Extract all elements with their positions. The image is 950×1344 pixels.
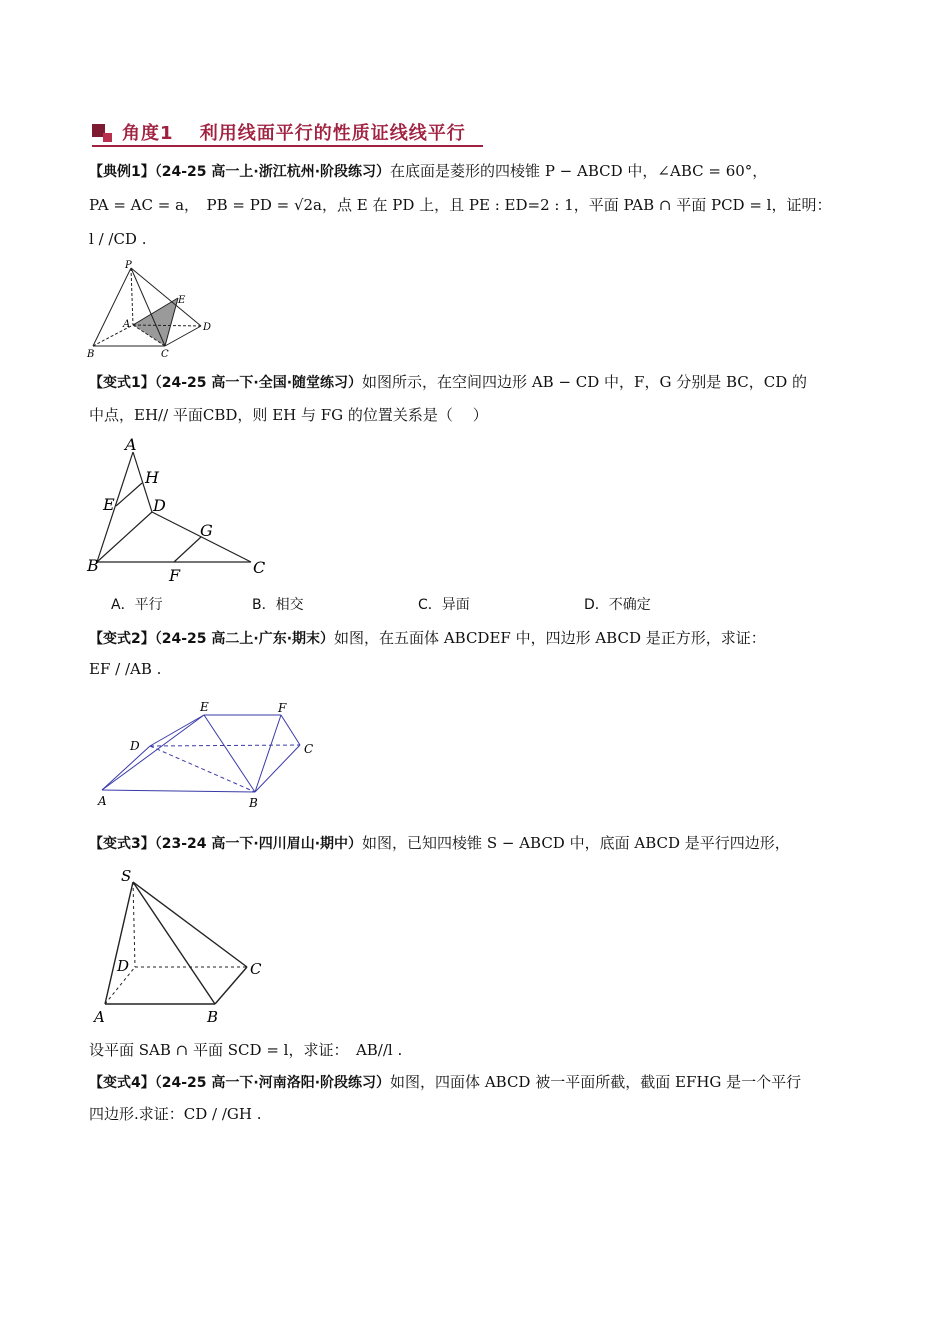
fig3-label-d: D (130, 739, 140, 753)
variant2-line1 (89, 628, 766, 649)
variant1-text1: 如图所示，在空间四边形 AB − CD 中，F，G 分别是 BC，CD 的 (362, 373, 808, 391)
option-c[interactable]: C．异面 (418, 597, 470, 613)
fig2-label-c: C (253, 558, 266, 577)
fig1-label-e: E (178, 295, 186, 306)
variant1-line2: 中点，EH// 平面CBD，则 EH 与 FG 的位置关系是（ ） (89, 406, 488, 424)
fig3-label-e: E (200, 700, 209, 714)
fig4-label-d: D (117, 957, 130, 975)
fig2-label-d: D (153, 496, 166, 515)
fig4-label-a: A (94, 1008, 105, 1026)
section-title: 角度1 利用线面平行的性质证线线平行 (122, 123, 466, 144)
example1-source: （24-25 高一上·浙江杭州·阶段练习） (154, 164, 391, 180)
variant3-line2: 设平面 SAB ∩ 平面 SCD = l，求证： AB//l . (89, 1041, 403, 1059)
fig2-label-g: G (200, 521, 213, 540)
example1-line1 (89, 161, 767, 182)
fig1-label-c: C (161, 349, 169, 360)
fig4-label-b: B (207, 1008, 219, 1026)
example1-line3: l / /CD . (89, 230, 147, 248)
example1-text1: 在底面是菱形的四棱锥 P − ABCD 中，∠ABC = 60°， (390, 162, 768, 180)
variant3-tag: 【变式3】 (89, 836, 155, 852)
variant4-line2: 四边形.求证：CD / /GH . (89, 1105, 262, 1123)
option-a[interactable]: A．平行 (111, 597, 163, 613)
figure-pyramid-sabcd (85, 860, 275, 1030)
variant4-tag: 【变式4】 (89, 1075, 155, 1091)
fig1-label-d: D (203, 322, 212, 333)
option-d[interactable]: D．不确定 (584, 597, 651, 613)
variant1-line1 (89, 372, 807, 393)
variant3-text1: 如图，已知四棱锥 S − ABCD 中，底面 ABCD 是平行四边形， (362, 834, 790, 852)
fig4-label-s: S (121, 867, 132, 885)
option-b[interactable]: B．相交 (252, 597, 304, 613)
variant2-source: （24-25 高二上·广东·期末） (154, 631, 335, 647)
example1-tag: 【典例1】 (89, 164, 155, 180)
header-square-small-icon (103, 133, 112, 142)
fig3-label-a: A (98, 794, 107, 808)
variant1-tag: 【变式1】 (89, 375, 155, 391)
variant2-text1: 如图，在五面体 ABCDEF 中，四边形 ABCD 是正方形，求证： (334, 629, 766, 647)
figure-pyramid-pabcd (85, 256, 220, 361)
variant3-line1 (89, 833, 790, 854)
fig2-label-e: E (103, 495, 115, 514)
fig3-label-b: B (249, 796, 258, 810)
fig1-label-b: B (87, 349, 95, 360)
example1-line2: PA = AC = a， PB = PD = √2a，点 E 在 PD 上，且 PE : ED=2 : 1，平面 PAB ∩ 平面 PCD = l，证明： (89, 196, 832, 214)
header-underline (92, 145, 483, 147)
fig2-label-b: B (87, 556, 99, 575)
variant1-source: （24-25 高一下·全国·随堂练习） (154, 375, 363, 391)
variant4-source: （24-25 高一下·河南洛阳·阶段练习） (154, 1075, 391, 1091)
figure-pentahedron (92, 698, 322, 813)
fig2-label-f: F (169, 566, 181, 584)
variant2-tag: 【变式2】 (89, 631, 155, 647)
variant4-text1: 如图，四面体 ABCD 被一平面所截，截面 EFHG 是一个平行 (390, 1073, 802, 1091)
fig4-label-c: C (250, 960, 262, 978)
variant3-source: （23-24 高一下·四川眉山·期中） (154, 836, 363, 852)
fig3-label-c: C (304, 742, 314, 756)
variant4-line1 (89, 1072, 801, 1093)
figure-spatial-quadrilateral (85, 432, 275, 584)
fig2-label-h: H (145, 468, 159, 487)
variant2-line2: EF / /AB . (89, 660, 162, 678)
fig1-label-p: P (125, 260, 132, 271)
fig1-label-a: A (123, 319, 131, 330)
fig3-label-f: F (278, 701, 287, 715)
fig2-label-a: A (125, 435, 137, 454)
